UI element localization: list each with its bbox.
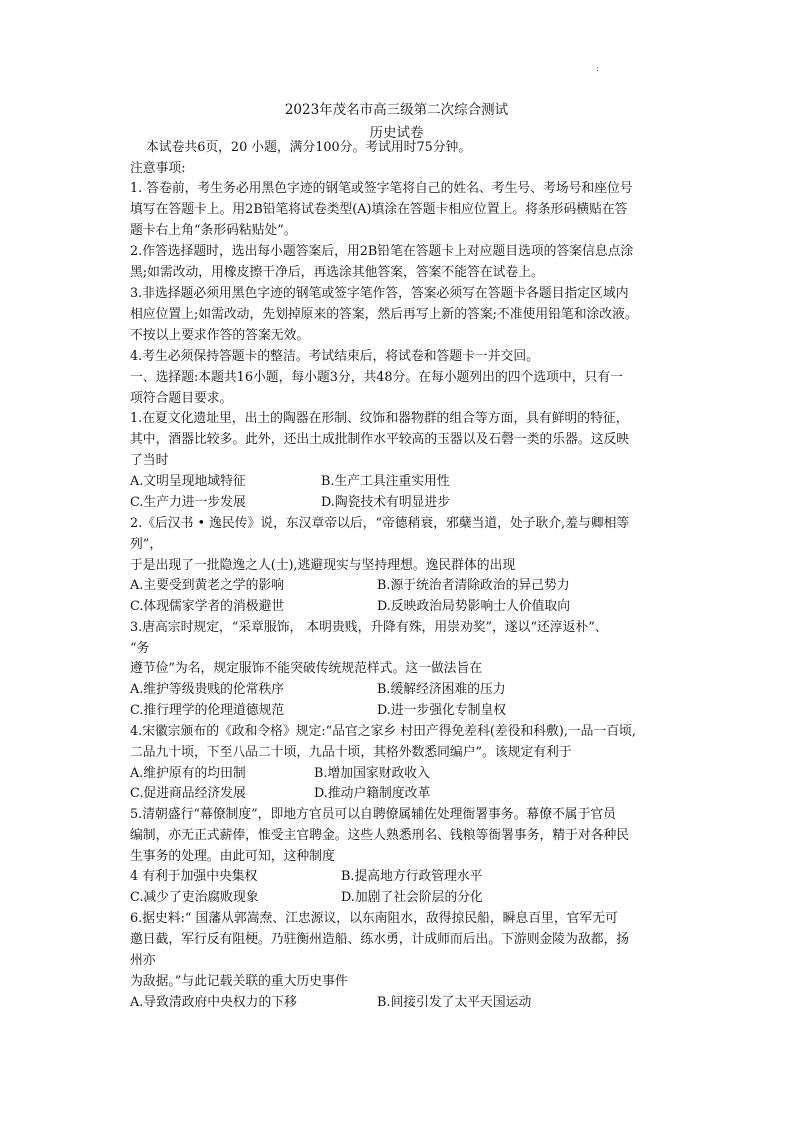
question-stem-line: 1.在夏文化遗址里，出土的陶器在形制、纹饰和器物群的组合等方面，具有鲜明的特征， <box>130 411 629 426</box>
question-stem-line: 为敌据。”与此记载关联的重大历史事件 <box>130 974 348 989</box>
question-stem-line: 5.清朝盛行“幕僚制度”，即地方官员可以自聘僚属辅佐处理衙署事务。幕僚不属于官员 <box>130 807 616 822</box>
notice-line: 黑;如需改动，用橡皮擦干净后，再选涂其他答案，答案不能答在试卷上。 <box>130 265 544 280</box>
answer-option: A.文明呈现地域特征 <box>130 474 246 489</box>
answer-option: B.增加国家财政收入 <box>314 766 430 781</box>
question-stem-line: 于是出现了一批隐逸之人(士),逃避现实与坚持理想。逸民群体的出现 <box>130 558 516 573</box>
exam-title: 2023年茂名市高三级第二次综合测试 <box>284 102 509 118</box>
notice-line: 填写在答题卡上。用2B铅笔将试卷类型(A)填涂在答题卡相应位置上。将条形码横贴在答 <box>130 202 628 217</box>
question-stem-line: 州亦 <box>130 953 156 968</box>
answer-option: B.间接引发了太平天国运动 <box>377 995 532 1010</box>
answer-option: B.生产工具注重实用性 <box>321 474 450 489</box>
question-stem-line: 2.《后汉书 • 逸民传》说，东汉章帝以后，“帝德稍衰，邪蘖当道，处子耿介,羞与卿相等 <box>130 516 630 531</box>
answer-option: A.主要受到黄老之学的影响 <box>130 578 285 593</box>
corner-marker: : <box>596 64 599 73</box>
answer-option: C.生产力进一步发展 <box>130 495 246 510</box>
question-stem-line: 6.据史料:“ 国藩从郭嵩焘、江忠源议，以东南阻水，敌得掠民船，瞬息百里，官军无可 <box>130 911 618 926</box>
answer-option: B.源于统治者清除政治的异己势力 <box>377 578 570 593</box>
notice-heading: 注意事项: <box>130 161 186 176</box>
question-stem-line: 二品九十顷，下至八品二十顷，九品十顷，其格外数悉同编户”。该规定有利于 <box>130 745 572 760</box>
answer-option: 4 有利于加强中央集权 <box>130 869 258 884</box>
question-stem-line: “务 <box>130 641 150 656</box>
question-stem-line: 遵节俭”为名，规定服饰不能突破传统规范样式。这一做法旨在 <box>130 661 483 676</box>
answer-option: D.加剧了社会阶层的分化 <box>341 890 483 905</box>
answer-option: B.缓解经济困难的压力 <box>377 682 506 697</box>
notice-line: 2.作答选择题时，选出每小题答案后，用2B铅笔在答题卡上对应题目选项的答案信息点涂 <box>130 244 634 259</box>
notice-line: 4.考生必须保持答题卡的整洁。考试结束后，将试卷和答题卡一并交回。 <box>130 349 539 364</box>
answer-option: C.减少了吏治腐败现象 <box>130 890 259 905</box>
answer-option: C.体现儒家学者的消极避世 <box>130 599 285 614</box>
answer-option: C.推行理学的伦理道德规范 <box>130 703 285 718</box>
notice-line: 相应位置上;如需改动，先划掉原来的答案，然后再写上新的答案;不准使用铅笔和涂改液。 <box>130 307 638 322</box>
answer-option: D.陶瓷技术有明显进步 <box>321 495 451 510</box>
answer-option: A.导致清政府中央权力的下移 <box>130 995 297 1010</box>
notice-line: 题卡右上角“条形码粘贴处”。 <box>130 223 297 238</box>
answer-option: C.促进商品经济发展 <box>130 786 246 801</box>
exam-intro: 本试卷共6页，20 小题，满分100分。考试用时75分钟。 <box>146 140 472 155</box>
question-stem-line: 其中，酒器比较多。此外，还出土成批制作水平较高的玉器以及石磬一类的乐器。这反映 <box>130 432 630 447</box>
section-instruction-line: 项符合题目要求。 <box>130 391 233 406</box>
question-stem-line: 3.唐高宗时规定，“采章服饰， 本明贵贱，升降有殊，用崇劝奖”，遂以“还淳返朴”、 <box>130 620 608 635</box>
question-stem-line: 生事务的处理。由此可知，这种制度 <box>130 849 335 864</box>
answer-option: A.维护等级贵贱的伦常秩序 <box>130 682 285 697</box>
exam-subtitle: 历史试卷 <box>369 125 424 141</box>
answer-option: B.提高地方行政管理水平 <box>341 869 483 884</box>
notice-line: 不按以上要求作答的答案无效。 <box>130 328 310 343</box>
notice-line: 3.非选择题必须用黑色字迹的钢笔或签字笔作答，答案必须写在答题卡各题目指定区域内 <box>130 286 629 301</box>
question-stem-line: 了当时 <box>130 453 169 468</box>
question-stem-line: 邀日截，军行反有阻梗。乃驻衡州造船、练水勇，计成师而后出。下游则金陵为敌都，扬 <box>130 932 630 947</box>
answer-option: D.反映政治局势影响士人价值取向 <box>377 599 571 614</box>
answer-option: D.推动户籍制度改革 <box>314 786 431 801</box>
answer-option: D.进一步强化专制皇权 <box>377 703 507 718</box>
section-instruction-line: 一、选择题:本题共16小题，每小题3分，共48分。在每小题列出的四个选项中，只有一 <box>130 370 623 385</box>
question-stem-line: 列”， <box>130 537 163 552</box>
notice-line: 1. 答卷前，考生务必用黑色字迹的钢笔或签字笔将自己的姓名、考生号、考场号和座位号 <box>130 181 633 196</box>
question-stem-line: 4.宋徽宗颁布的《政和令格》规定:“品官之家乡 村田产得免差科(差役和科敷),一品一百顷, <box>130 724 636 739</box>
answer-option: A.维护原有的均田制 <box>130 766 246 781</box>
question-stem-line: 编制，亦无正式薪俸，惟受主官聘金。这些人熟悉刑名、钱粮等衙署事务，精于对各种民 <box>130 828 630 843</box>
